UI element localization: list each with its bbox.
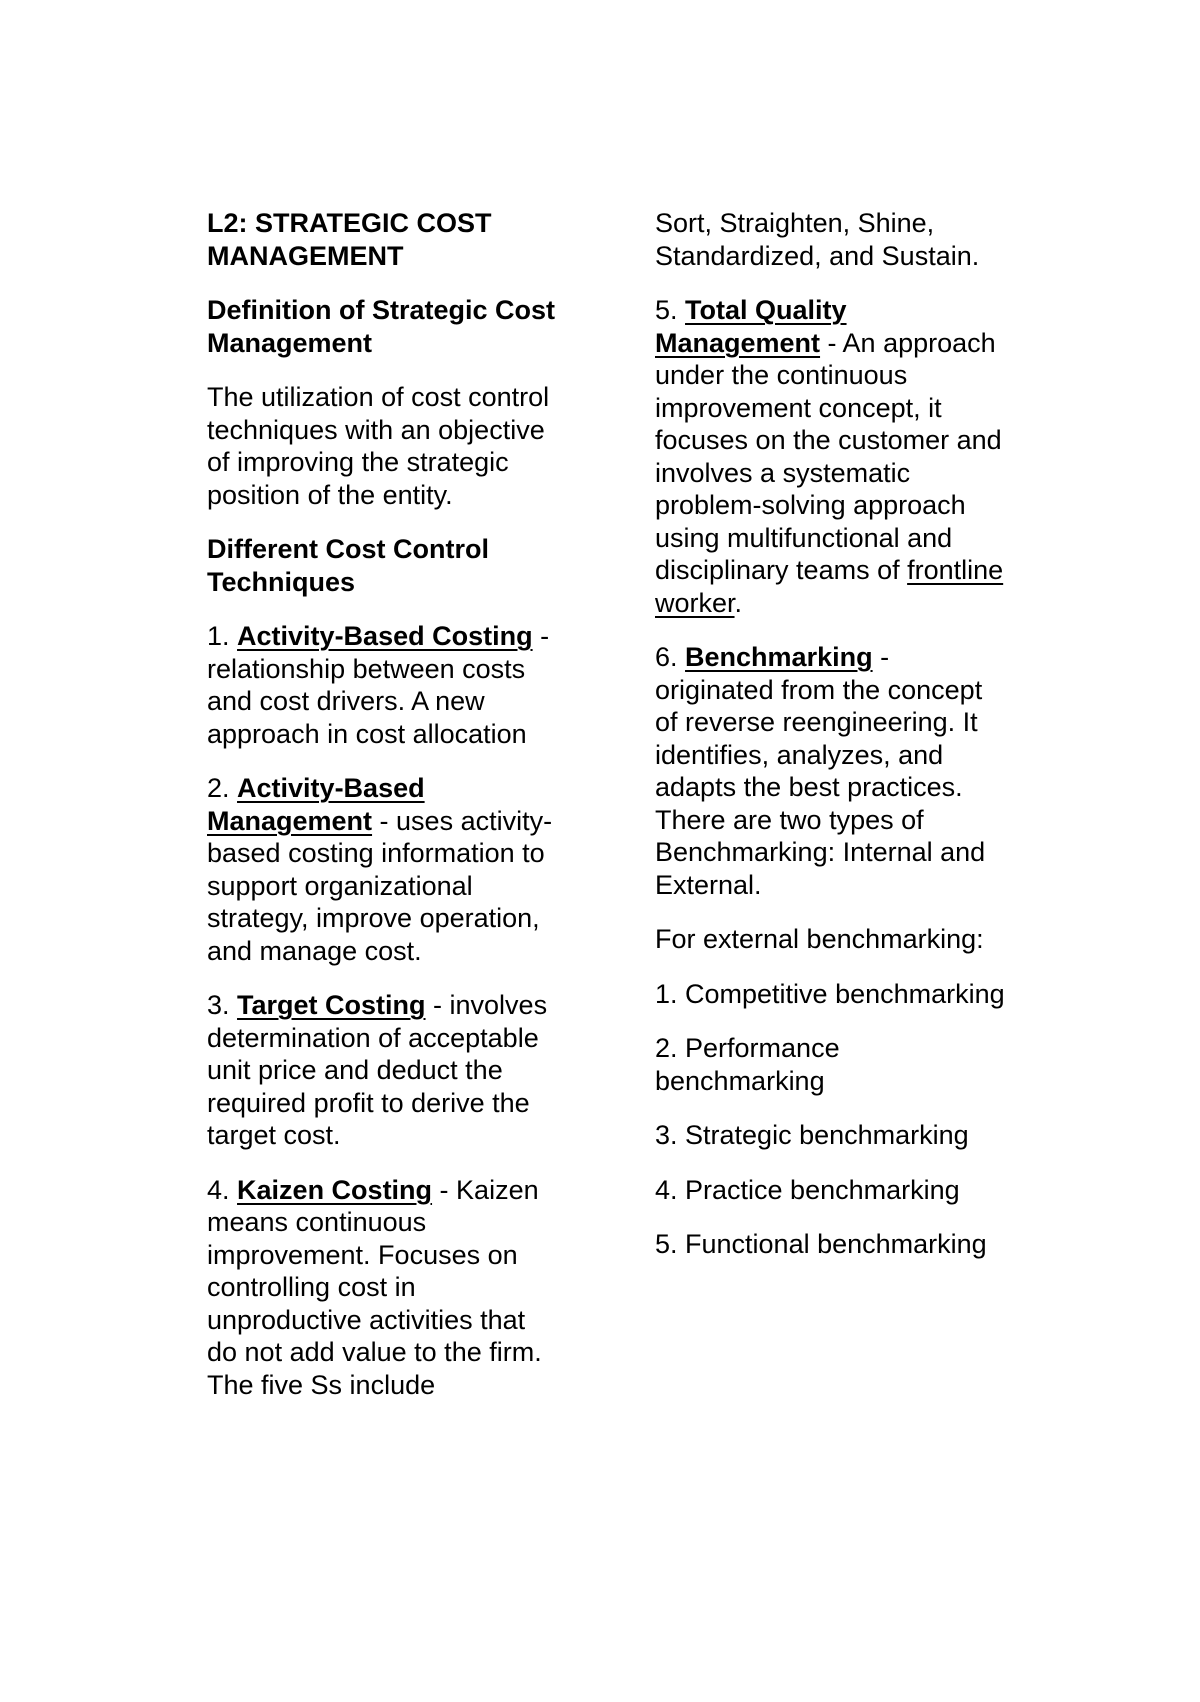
technique-description: - An approach under the continuous improvement concept, it focuses on the customer and involves a systematic problem-solving approach using multifunctional and disciplinary teams of bbox=[655, 327, 1002, 585]
left-column bbox=[207, 207, 559, 1423]
technique-description: - relationship between costs and cost drivers. A new approach in cost allocation bbox=[207, 621, 550, 749]
technique-term: Benchmarking bbox=[685, 642, 873, 672]
technique-number: 3. bbox=[207, 990, 238, 1020]
right-column bbox=[655, 207, 1010, 1283]
technique-term: Target Costing bbox=[237, 990, 426, 1020]
external-list-item: 1. Competitive benchmarking bbox=[655, 978, 1005, 1009]
technique-number: 1. bbox=[207, 621, 238, 651]
external-list-item: 5. Functional benchmarking bbox=[655, 1229, 987, 1259]
external-list-item: 2. Performance benchmarking bbox=[655, 1033, 840, 1096]
technique-item-3 bbox=[207, 989, 559, 1152]
technique-number: 6. bbox=[655, 642, 686, 672]
external-benchmarking-intro: For external benchmarking: bbox=[655, 924, 984, 954]
technique-description: - uses activity-based costing information to support organizational strategy, improve operation, and manage cost. bbox=[207, 805, 553, 966]
technique-term: Activity-Based Costing bbox=[237, 621, 533, 651]
technique-term: Activity-Based Management bbox=[207, 773, 425, 836]
technique-item-1 bbox=[207, 620, 559, 750]
definition-text: The utilization of cost control techniques with an objective of improving the strategic position of the entity. bbox=[207, 382, 550, 510]
technique-item-4 bbox=[207, 1174, 559, 1402]
technique-item-5 bbox=[655, 294, 1010, 619]
technique-number: 2. bbox=[207, 773, 238, 803]
external-list-item: 4. Practice benchmarking bbox=[655, 1174, 960, 1205]
technique-term: Kaizen Costing bbox=[237, 1174, 433, 1205]
technique-item-6 bbox=[655, 641, 1010, 901]
definition-heading: Definition of Strategic Cost Management bbox=[207, 295, 556, 358]
technique-description: - Kaizen means continuous improvement. Focuses on controlling cost in unproductive activities that do not add value to the firm. The five Ss include bbox=[207, 1174, 542, 1400]
technique-description: - originated from the concept of reverse reengineering. It identifies, analyzes, and adapts the best practices. There are two types of Benchmarking: Internal and External. bbox=[655, 642, 986, 900]
technique-number: 5. bbox=[655, 295, 686, 325]
techniques-heading: Different Cost Control Techniques bbox=[207, 534, 489, 597]
underlined-phrase: frontline worker bbox=[655, 555, 1004, 618]
external-list-item: 3. Strategic benchmarking bbox=[655, 1120, 969, 1150]
technique-description: - involves determination of acceptable unit price and deduct the required profit to derive the target cost. bbox=[207, 990, 548, 1150]
document-title: L2: STRATEGIC COST MANAGEMENT bbox=[207, 208, 492, 271]
kaizen-continuation: Sort, Straighten, Shine, Standardized, and Sustain. bbox=[655, 208, 980, 271]
sentence-end: . bbox=[734, 587, 743, 618]
technique-number: 4. bbox=[207, 1174, 238, 1205]
technique-term: Total Quality Management bbox=[655, 295, 847, 358]
technique-item-2 bbox=[207, 772, 559, 967]
